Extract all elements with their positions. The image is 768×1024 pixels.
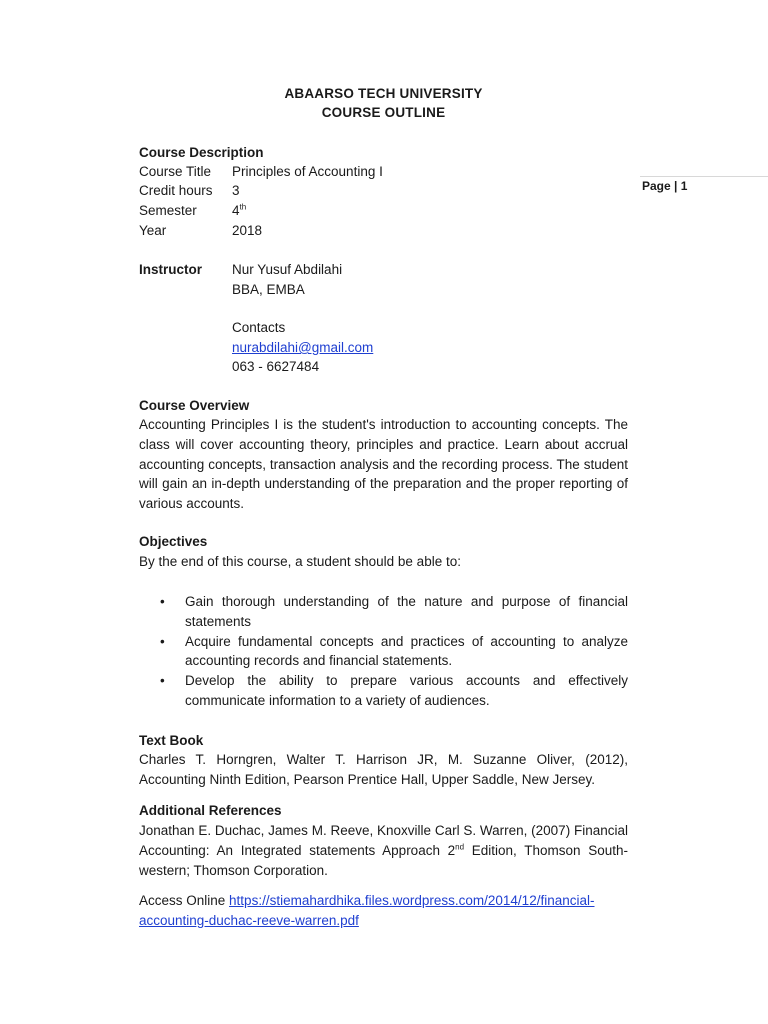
bullet-icon: • bbox=[160, 673, 165, 689]
instructor-label: Instructor bbox=[139, 262, 203, 277]
list-item bbox=[139, 671, 628, 711]
bullet-icon: • bbox=[160, 633, 165, 649]
university-name: ABAARSO TECH UNIVERSITY bbox=[284, 86, 483, 101]
list-item bbox=[139, 632, 628, 672]
year-label: Year bbox=[139, 223, 167, 238]
instructor-degrees: BBA, EMBA bbox=[232, 282, 305, 297]
instructor-name: Nur Yusuf Abdilahi bbox=[232, 262, 343, 277]
course-title-label: Course Title bbox=[139, 164, 212, 179]
document-title: COURSE OUTLINE bbox=[321, 105, 446, 120]
semester-value bbox=[232, 203, 246, 218]
course-overview-heading: Course Overview bbox=[139, 398, 250, 413]
text-book-heading: Text Book bbox=[139, 733, 204, 748]
instructor-phone: 063 - 6627484 bbox=[232, 359, 320, 374]
page-number-rule bbox=[640, 176, 768, 177]
access-online-label: Access Online bbox=[139, 893, 230, 908]
instructor-email-link[interactable]: nurabdilahi@gmail.com bbox=[232, 340, 374, 355]
semester-suffix: th bbox=[239, 202, 247, 212]
page-number: Page | 1 bbox=[642, 179, 688, 193]
course-description-heading: Course Description bbox=[139, 145, 264, 160]
objective-text: Develop the ability to prepare various accounts and effectively communicate information to a variety of audiences. bbox=[185, 673, 628, 708]
objective-text: Gain thorough understanding of the nature and purpose of financial statements bbox=[185, 594, 628, 629]
access-online-link-part2[interactable]: accounting-duchac-reeve-warren.pdf bbox=[139, 912, 359, 928]
year-value: 2018 bbox=[232, 223, 263, 238]
semester-number: 4 bbox=[232, 203, 240, 218]
course-title-value: Principles of Accounting I bbox=[232, 164, 383, 179]
objectives-intro: By the end of this course, a student should be able to: bbox=[139, 554, 461, 569]
text-book-text: Charles T. Horngren, Walter T. Harrison JR, M. Suzanne Oliver, (2012), Accounting Ninth Edition, Pearson Prentice Hall, Upper Saddle, New Jersey. bbox=[139, 752, 628, 787]
contacts-label: Contacts bbox=[232, 320, 286, 335]
reference-text-a: Jonathan E. Duchac, James M. Reeve, Knoxville Carl S. Warren, (2007) Financial Accounting: An Integrated statements Approach 2 bbox=[139, 823, 628, 858]
objective-text: Acquire fundamental concepts and practices of accounting to analyze accounting records and financial statements. bbox=[185, 633, 628, 669]
bullet-icon: • bbox=[160, 594, 165, 609]
additional-references-text bbox=[139, 821, 628, 880]
credit-hours-value: 3 bbox=[232, 183, 240, 198]
access-online-line bbox=[139, 891, 628, 931]
additional-references-heading: Additional References bbox=[139, 803, 282, 818]
objectives-list bbox=[139, 592, 628, 711]
access-online-link-part1[interactable]: https://stiemahardhika.files.wordpress.com/2014/12/financial- bbox=[229, 893, 595, 908]
list-item bbox=[139, 592, 628, 632]
reference-text-b: Edition, Thomson South-western; Thomson Corporation. bbox=[139, 842, 628, 878]
credit-hours-label: Credit hours bbox=[139, 183, 213, 198]
course-overview-text: Accounting Principles I is the student's introduction to accounting concepts. The class will cover accounting theory, principles and practice. Learn about accrual accounting concepts, transaction analysis and the recording process. The student will gain an in-depth understanding of the preparation and the proper reporting of various accounts. bbox=[139, 417, 628, 512]
edition-suffix: nd bbox=[455, 842, 465, 852]
semester-label: Semester bbox=[139, 203, 197, 218]
objectives-heading: Objectives bbox=[139, 534, 208, 549]
